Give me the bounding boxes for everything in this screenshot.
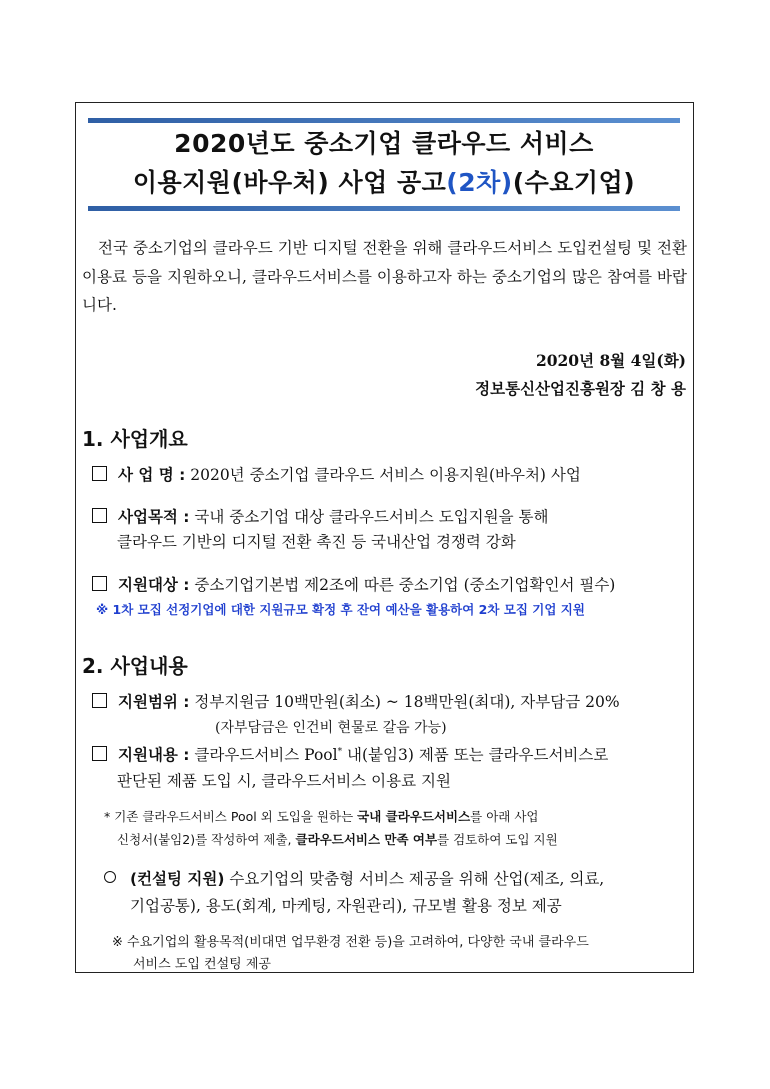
item-text: 정부지원금 10백만원(최소) ~ 18백만원(최대), 자부담금 20% — [189, 693, 620, 711]
item-consulting — [104, 867, 604, 889]
item-label: 지원내용 : — [118, 746, 190, 764]
announcement-date: 2020년 8월 4일(화) — [535, 351, 686, 370]
circle-bullet-icon — [104, 871, 116, 883]
title-main: 이용지원(바우처) 사업 공고 — [132, 168, 447, 197]
footnote-text: 신청서(붙임2)를 작성하여 제출, — [117, 832, 296, 847]
item-project-name — [92, 463, 581, 485]
item-label: 사 업 명 : — [118, 466, 186, 484]
document-title-line2 — [88, 163, 680, 199]
item-scope-cont: (자부담금은 인건비 현물로 갈음 가능) — [215, 720, 447, 736]
item-purpose-cont: 클라우드 기반의 디지털 전환 촉진 등 국내산업 경쟁력 강화 — [117, 533, 516, 551]
section-heading-overview: 1. 사업개요 — [82, 427, 188, 451]
footnote-bold: 클라우드서비스 만족 여부 — [295, 832, 438, 847]
signer: 정보통신산업진흥원장 김 창 용 — [475, 379, 686, 398]
title-round: (2차) — [446, 168, 513, 197]
document-title-line1: 2020년도 중소기업 클라우드 서비스 — [174, 129, 594, 158]
item-target — [92, 573, 615, 595]
item-purpose — [92, 505, 548, 527]
item-label: 지원대상 : — [118, 576, 190, 594]
footnote-bold: 국내 클라우드서비스 — [357, 809, 471, 824]
item-label: 지원범위 : — [118, 693, 190, 711]
consulting-text: 수요기업의 맞춤형 서비스 제공을 위해 산업(제조, 의료, — [224, 870, 605, 888]
title-target: (수요기업) — [512, 168, 636, 197]
item-scope — [92, 690, 620, 712]
item-text: 중소기업기본법 제2조에 따른 중소기업 (중소기업확인서 필수) — [189, 576, 616, 594]
checkbox-square-icon — [92, 746, 107, 761]
consulting-label: (컨설팅 지원) — [130, 870, 225, 888]
item-text: 국내 중소기업 대상 클라우드서비스 도입지원을 통해 — [189, 508, 549, 526]
consulting-note-line1: ※ 수요기업의 활용목적(비대면 업무환경 전환 등)을 고려하여, 다양한 국내 클라우드 — [112, 935, 589, 950]
item-support-content-cont: 판단된 제품 도입 시, 클라우드서비스 이용료 지원 — [117, 772, 451, 790]
footnote-line2 — [117, 830, 558, 848]
footnote-text: 를 검토하여 도입 지원 — [437, 832, 558, 847]
footnote-line1 — [104, 807, 538, 825]
checkbox-square-icon — [92, 466, 107, 481]
target-note: ※ 1차 모집 선정기업에 대한 지원규모 확정 후 잔여 예산을 활용하여 2차 모집 기업 지원 — [96, 602, 585, 617]
checkbox-square-icon — [92, 693, 107, 708]
title-bottom-rule — [88, 206, 680, 211]
item-text: 2020년 중소기업 클라우드 서비스 이용지원(바우처) 사업 — [185, 466, 581, 484]
checkbox-square-icon — [92, 576, 107, 591]
item-text-a: 클라우드서비스 Pool — [189, 746, 338, 764]
item-support-content — [92, 743, 608, 765]
consulting-note-line2: 서비스 도입 컨설팅 제공 — [133, 957, 271, 972]
section-heading-content: 2. 사업내용 — [82, 654, 188, 678]
title-top-rule — [88, 118, 680, 123]
intro-paragraph: 전국 중소기업의 클라우드 기반 디지털 전환을 위해 클라우드서비스 도입컨설팅 및 전환 이용료 등을 지원하오니, 클라우드서비스를 이용하고자 하는 중소기업의 많은 참여를 바랍니다. — [82, 239, 687, 314]
footnote-text: 를 아래 사업 — [470, 809, 539, 824]
item-consulting-cont: 기업공통), 용도(회계, 마케팅, 자원관리), 규모별 활용 정보 제공 — [130, 897, 562, 915]
footnote-text: * 기존 클라우드서비스 Pool 외 도입을 원하는 — [104, 809, 358, 824]
footnote-mark: * — [337, 746, 343, 757]
checkbox-square-icon — [92, 508, 107, 523]
item-label: 사업목적 : — [118, 508, 190, 526]
item-text-b: 내(붙임3) 제품 또는 클라우드서비스로 — [342, 746, 609, 764]
